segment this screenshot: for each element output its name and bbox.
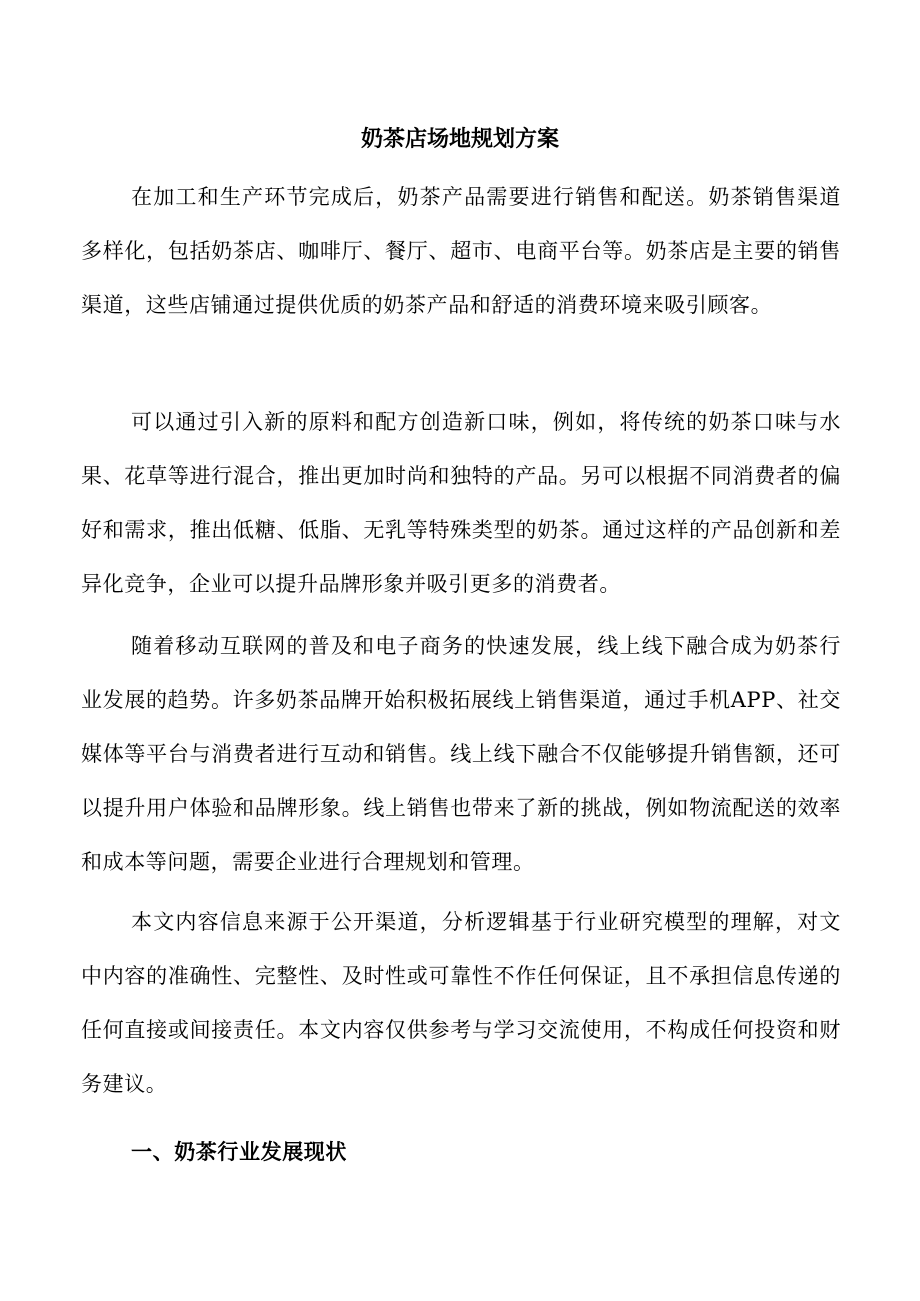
paragraph-product-innovation: 可以通过引入新的原料和配方创造新口味，例如，将传统的奶茶口味与水果、花草等进行混合，推出更加时尚和独特的产品。另可以根据不同消费者的偏好和需求，推出低糖、低脂、无乳等特殊类型的奶茶。通过这样的产品创新和差异化竞争，企业可以提升品牌形象并吸引更多的消费者。	[81, 410, 841, 596]
paragraph-sales-channels: 在加工和生产环节完成后，奶茶产品需要进行销售和配送。奶茶销售渠道多样化，包括奶茶店、咖啡厅、餐厅、超市、电商平台等。奶茶店是主要的销售渠道，这些店铺通过提供优质的奶茶产品和舒适的消费环境来吸引顾客。	[81, 185, 841, 317]
section-heading: 一、奶茶行业发展现状	[131, 1139, 347, 1164]
paragraph-online-offline: 随着移动互联网的普及和电子商务的快速发展，线上线下融合成为奶茶行业发展的趋势。许多奶茶品牌开始积极拓展线上销售渠道，通过手机APP、社交媒体等平台与消费者进行互动和销售。线上线下融合不仅能够提升销售额，还可以提升用户体验和品牌形象。线上销售也带来了新的挑战，例如物流配送的效率和成本等问题，需要企业进行合理规划和管理。	[81, 634, 841, 874]
paragraph-disclaimer: 本文内容信息来源于公开渠道，分析逻辑基于行业研究模型的理解，对文中内容的准确性、完整性、及时性或可靠性不作任何保证，且不承担信息传递的任何直接或间接责任。本文内容仅供参考与学习交流使用，不构成任何投资和财务建议。	[81, 910, 841, 1096]
document-title: 奶茶店场地规划方案	[360, 127, 559, 152]
